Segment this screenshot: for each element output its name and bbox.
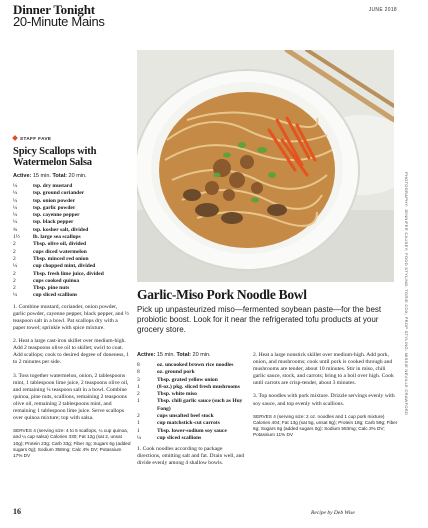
noodle-method-column [253,352,399,438]
page-header [13,3,415,29]
recipe-title: Spicy Scallops with Watermelon Salsa [13,146,97,168]
ingredient-item: 2 Tbsp. minced red onion [13,255,89,262]
ingredient-item: ¾ tsp. kosher salt, divided [13,226,89,233]
section-title: Dinner Tonight [13,2,95,17]
ingredient-item: ¼ tsp. ground coriander [13,190,85,197]
ingredient-item: 1 (8-oz.) pkg. sliced fresh mushrooms [137,383,240,390]
staff-fave-tag: STAFF FAVE [13,136,131,142]
recipe-byline: Recipe by Deb Wise [311,510,355,516]
ingredient-item: 2 cups diced watermelon [13,248,87,255]
recipe-description: Pick up unpasteurized miso—fermented soybean paste—for the best probiotic boost. Look for it near the refrigerated tofu products at your grocery store. [137,305,382,334]
ingredient-item: 8 oz. ground pork [137,369,195,376]
ingredient-item: 2 Tbsp. fresh lime juice, divided [13,270,104,277]
method-step: 1. Combine mustard, coriander, onion powder, garlic powder, cayenne pepper, black pepper, and ½ teaspoon salt in a bowl. Pat scallops dry with a paper towel; sprinkle with spice mixture. [13,303,129,332]
noodle-ingredients-column [137,352,247,474]
method-steps [13,304,131,422]
ingredient-item: ¼ cup chopped mint, divided [13,263,96,270]
page-number: 16 [13,507,21,516]
ingredient-item: ¼ cup sliced scallions [137,434,202,441]
ingredient-item: 2 Tbsp. pine nuts [13,285,70,292]
issue-date: JUNE 2018 [368,7,397,13]
method-step: 3. Top noodles with pork mixture. Drizzle servings evenly with soy sauce, and top evenly with scallions. [253,393,395,407]
scallops-recipe [13,136,131,459]
nutrition-info: SERVES 4 (serving size: 4 to 5 scallops, ¼ cup quinoa, and ¼ cup salsa) Calories 330; Fat 12g (sat 2, unsat 10g); Protein 23g; Carb 33g; Fiber 4g; Sugars 6g (added sugars 0g); Sodium 358mg; Calc 4% DV; Potassium 17% DV [13,428,131,458]
ingredient-item: 2 Tbsp. white miso [137,391,197,398]
recipe-title-noodle: Garlic-Miso Pork Noodle Bowl [137,287,307,302]
ingredient-item: 1 Tbsp. lower-sodium soy sauce [137,427,227,434]
method-step: 3. Toss together watermelon, onion, 2 tablespoons mint, 1 tablespoon lime juice, 2 teaspoons olive oil, and remaining ¼ teaspoon salt in a bowl. Combine quinoa, pine nuts, scallions, remaining 2 teaspoons olive oil, remaining 2 tablespoons mint, and remaining 1 tablespoon lime juice. Serve scallops over quinoa mixture; top with salsa. [13,372,129,422]
noodle-bowl-photo [137,50,394,282]
method-step: 2. Heat a large cast-iron skillet over medium-high. Add 2 teaspoons olive oil to skillet; swirl to coat. Add scallops; cook to desired degree of doneness, 1 to 2 minutes per side. [13,338,130,366]
diamond-icon [12,135,18,141]
ingredient-item: ¼ tsp. onion powder [13,197,76,204]
recipe-times: Active: 15 min. Total: 20 min. [137,352,211,358]
ingredient-item: ¼ tsp. dry mustard [13,183,73,189]
recipe-times: Active: 15 min. Total: 20 min. [13,173,87,179]
ingredient-item: ¼ tsp. cayenne pepper [13,212,80,219]
ingredient-item: 2 cups unsalted beef stock [137,413,214,420]
ingredient-item: 8 oz. uncooked brown rice noodles [137,362,234,368]
noodle-bowl-illustration [137,50,394,282]
section-subtitle: 20-Minute Mains [13,14,105,29]
ingredient-item: 1½ lb. large sea scallops [13,234,81,241]
ingredient-list [137,362,247,442]
nutrition-info: SERVES 4 (serving size: 2 oz. noodles and 1 cup pork mixture) Calories 404; Fat 13g (sat 5g, unsat 8g); Protein 18g; Carb 59g; Fiber 6g; Sugars 6g (added sugars 0g); Sodium 553mg; Calc 2% DV; Potassium 11% DV [253,413,398,438]
ingredient-item: ¼ tsp. garlic powder [13,204,76,211]
photo-credit: PHOTOGRAPHY: JENNIFER CAUSEY; FOOD STYLING: TORIE COX; PROP STYLING: MISSIE NEVILLE CRAWFORD [404,172,409,416]
ingredient-list [13,183,131,300]
ingredient-item: 2 Tbsp. olive oil, divided [13,241,87,248]
method-steps [253,352,399,408]
method-step: 2. Heat a large nonstick skillet over medium-high. Add pork, onion, and mushrooms; cook until pork is cooked through and mushrooms are tender, about 10 minutes. Stir in miso, chili garlic sauce, stock, and carrots; bring to a boil over high. Cook until carrots are crisp-tender, about 3 minutes. [253,352,394,387]
ingredient-item: 3 Tbsp. grated yellow onion [137,376,218,383]
ingredient-item: 1 cup matchstick-cut carrots [137,420,220,427]
ingredient-item: ¼ tsp. black pepper [13,219,74,226]
method-step: 1. Cook noodles according to package directions, omitting salt and fat. Drain well, and divide evenly among 4 shallow bowls. [137,446,245,467]
ingredient-item: 2 cups cooked quinoa [13,277,80,284]
ingredient-item: ¼ cup sliced scallions [13,292,78,299]
method-steps [137,446,247,467]
ingredient-item: 1 Tbsp. chili garlic sauce (such as Huy Fong) [137,398,243,412]
